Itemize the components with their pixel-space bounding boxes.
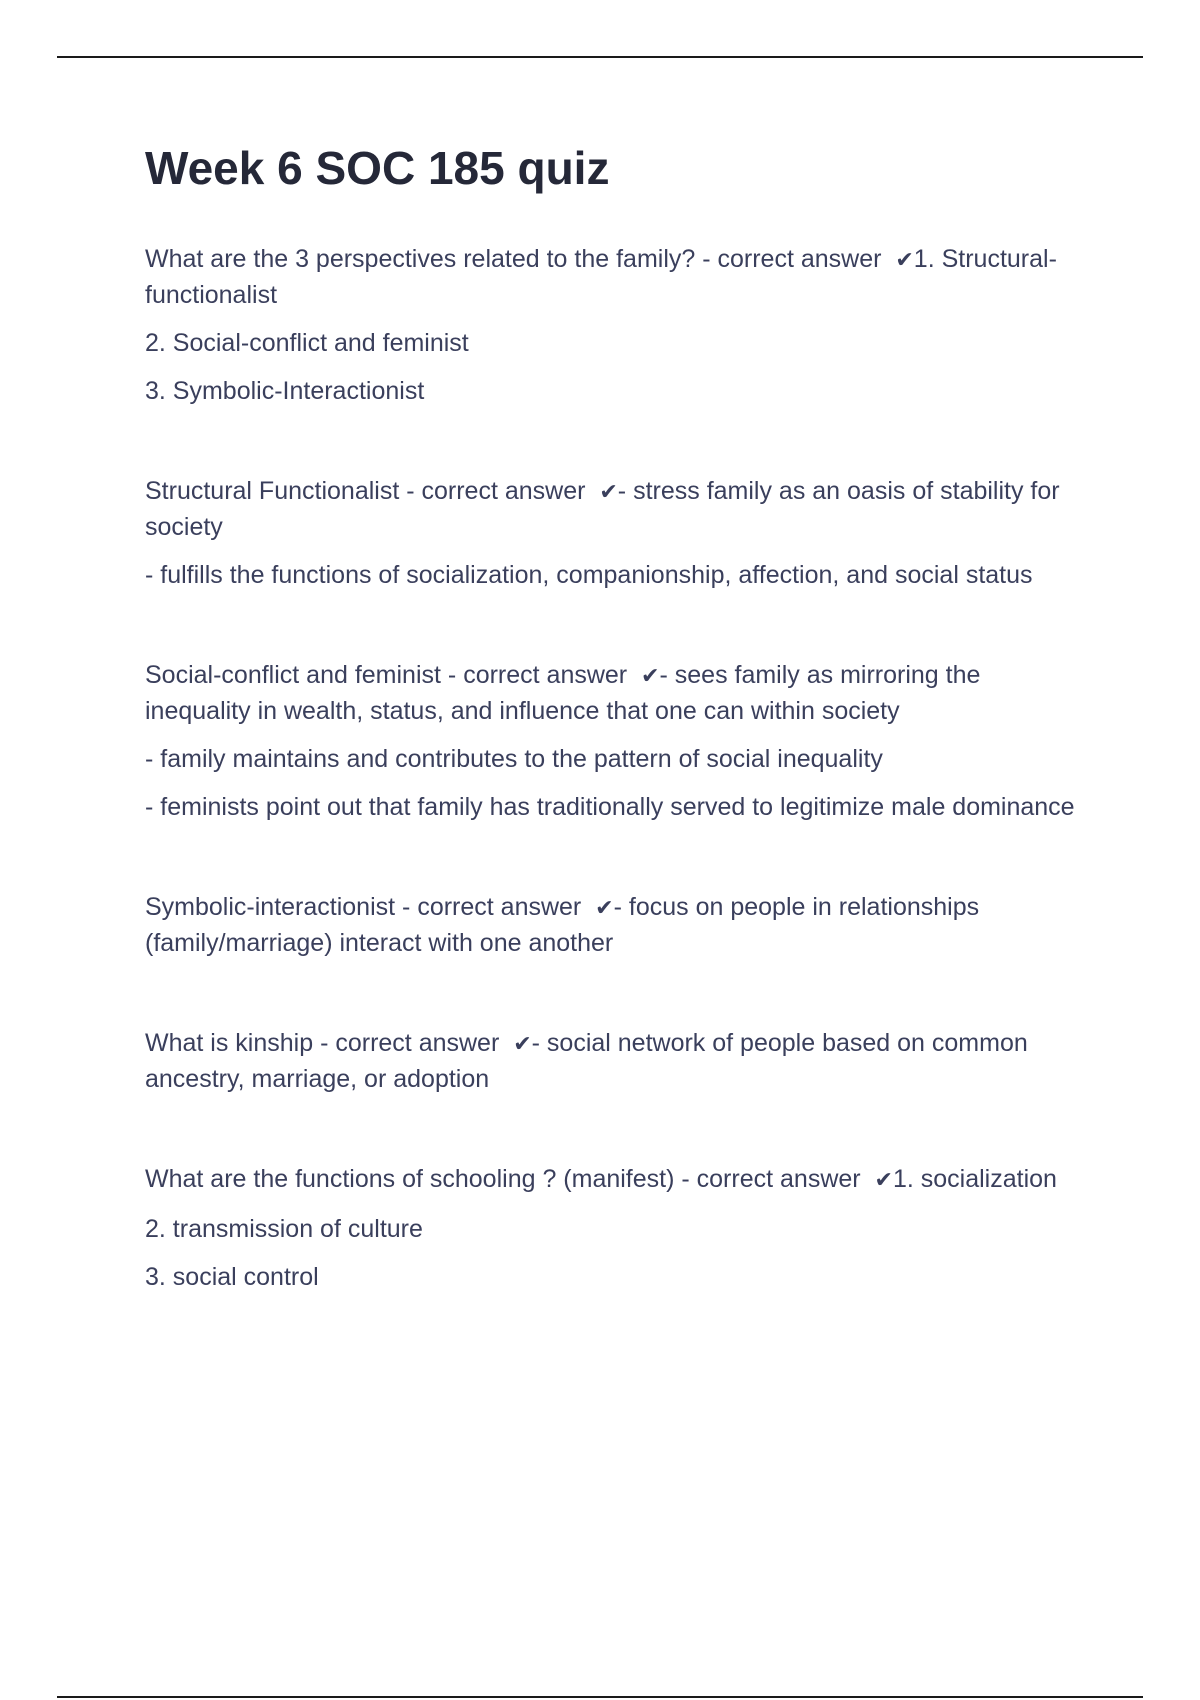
- checkmark-icon: ✔: [513, 1032, 532, 1057]
- answer-text: - focus on people in relationships (family/marriage) interact with one another: [145, 893, 980, 957]
- answer-line: - feminists point out that family has traditionally served to legitimize male dominance: [145, 793, 1075, 821]
- qa-item: [145, 242, 1075, 408]
- document-body: [145, 140, 1075, 1360]
- answer-line: 2. transmission of culture: [145, 1215, 423, 1243]
- answer-line: 3. social control: [145, 1263, 319, 1291]
- answer-text: 1. Structural-functionalist: [145, 245, 1057, 309]
- answer-label: correct answer: [417, 893, 582, 921]
- question-text: Social-conflict and feminist: [145, 661, 441, 689]
- qa-item: [145, 1026, 1075, 1096]
- answer-label: correct answer: [335, 1029, 500, 1057]
- question-text: What is kinship: [145, 1029, 314, 1057]
- qa-item: [145, 658, 1075, 824]
- qa-item: [145, 1162, 1075, 1294]
- checkmark-icon: ✔: [874, 1168, 893, 1193]
- checkmark-icon: ✔: [641, 664, 660, 689]
- question-line: Structural Functionalist - correct answer ✔- stress family as an oasis of stability for society: [145, 477, 1060, 541]
- checkmark-icon: ✔: [599, 480, 618, 505]
- question-text: What are the 3 perspectives related to the family?: [145, 245, 696, 273]
- answer-label: correct answer: [717, 245, 882, 273]
- qa-item: [145, 474, 1075, 592]
- answer-label: correct answer: [463, 661, 628, 689]
- checkmark-icon: ✔: [895, 248, 914, 273]
- question-line: What are the 3 perspectives related to the family? - correct answer ✔1. Structural-functionalist: [145, 245, 1057, 309]
- question-line: What are the functions of schooling ? (manifest) - correct answer ✔1. socialization: [145, 1165, 1057, 1193]
- top-rule: [57, 56, 1143, 58]
- answer-line: - family maintains and contributes to the pattern of social inequality: [145, 745, 883, 773]
- checkmark-icon: ✔: [595, 896, 614, 921]
- question-text: Structural Functionalist: [145, 477, 400, 505]
- answer-line: 3. Symbolic-Interactionist: [145, 377, 425, 405]
- answer-text: - sees family as mirroring the inequality in wealth, status, and influence that one can within society: [145, 661, 981, 725]
- question-line: Symbolic-interactionist - correct answer ✔- focus on people in relationships (family/marriage) interact with one another: [145, 893, 980, 957]
- question-line: Social-conflict and feminist - correct answer ✔- sees family as mirroring the inequality in wealth, status, and influence that one can within society: [145, 661, 981, 725]
- answer-line: 2. Social-conflict and feminist: [145, 329, 469, 357]
- question-text: What are the functions of schooling ? (manifest): [145, 1165, 675, 1193]
- answer-text: - social network of people based on common ancestry, marriage, or adoption: [145, 1029, 1028, 1093]
- answer-label: correct answer: [421, 477, 586, 505]
- page-title: Week 6 SOC 185 quiz: [145, 142, 610, 194]
- qa-item: [145, 890, 1075, 960]
- answer-text: - stress family as an oasis of stability for society: [145, 477, 1060, 541]
- question-text: Symbolic-interactionist: [145, 893, 396, 921]
- question-line: What is kinship - correct answer ✔- social network of people based on common ancestry, marriage, or adoption: [145, 1029, 1028, 1093]
- bottom-rule: [57, 1696, 1143, 1698]
- answer-label: correct answer: [696, 1165, 861, 1193]
- answer-line: - fulfills the functions of socialization, companionship, affection, and social status: [145, 561, 1033, 589]
- answer-text: 1. socialization: [892, 1165, 1057, 1193]
